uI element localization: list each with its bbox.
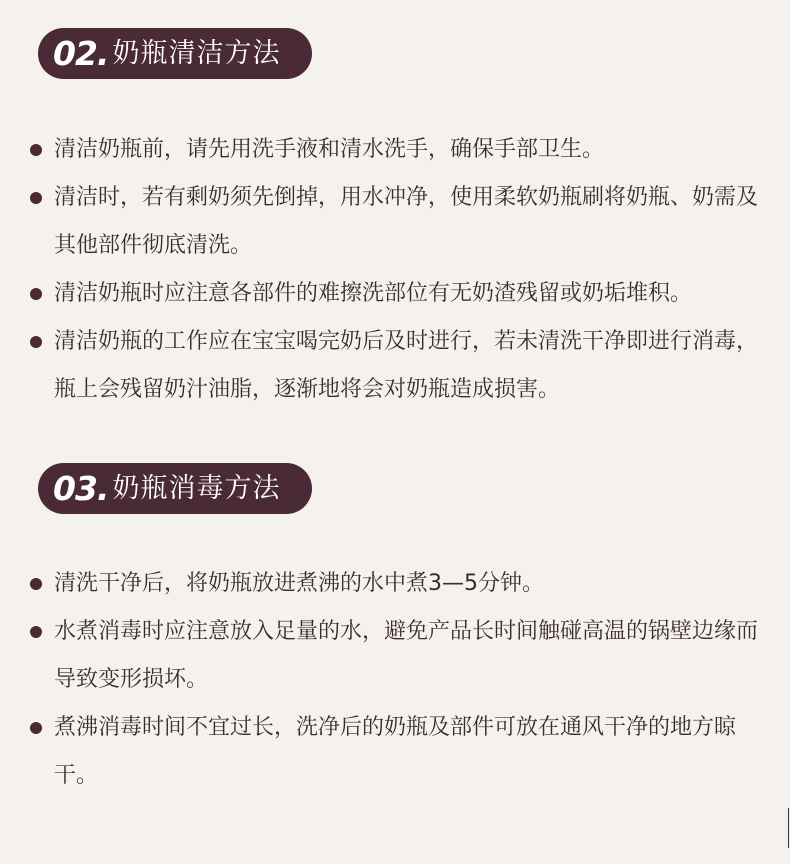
list-item xyxy=(0,126,790,174)
edge-divider xyxy=(788,808,789,848)
bullet-list xyxy=(0,560,790,800)
section-heading-pill xyxy=(38,463,312,514)
list-item-text: 清洁时，若有剩奶须先倒掉，用水冲净，使用柔软奶瓶刷将奶瓶、奶需及其他部件彻底清洗。 xyxy=(54,185,759,258)
list-item xyxy=(0,560,790,608)
bullet-dot-icon xyxy=(30,192,42,204)
bullet-list xyxy=(0,126,790,414)
section-heading-pill xyxy=(38,28,312,79)
list-item xyxy=(0,174,790,270)
list-item xyxy=(0,608,790,704)
bullet-dot-icon xyxy=(30,578,42,590)
section-title: 奶瓶清洁方法 xyxy=(112,38,281,69)
section-number: 03. xyxy=(53,469,109,508)
list-item-text: 水煮消毒时应注意放入足量的水，避免产品长时间触碰高温的锅壁边缘而导致变形损坏。 xyxy=(54,619,759,692)
bullet-dot-icon xyxy=(30,288,42,300)
bullet-dot-icon xyxy=(30,144,42,156)
list-item-text: 清洁奶瓶的工作应在宝宝喝完奶后及时进行，若未清洗干净即进行消毒，瓶上会残留奶汁油脂，逐渐地将会对奶瓶造成损害。 xyxy=(54,329,759,402)
section-number: 02. xyxy=(53,34,109,73)
bullet-dot-icon xyxy=(30,336,42,348)
list-item xyxy=(0,704,790,800)
section-title: 奶瓶消毒方法 xyxy=(112,473,281,504)
list-item-text: 清洁奶瓶时应注意各部件的难擦洗部位有无奶渣残留或奶垢堆积。 xyxy=(54,281,693,306)
list-item xyxy=(0,270,790,318)
list-item-text: 煮沸消毒时间不宜过长，洗净后的奶瓶及部件可放在通风干净的地方晾干。 xyxy=(54,715,737,788)
list-item xyxy=(0,318,790,414)
bullet-dot-icon xyxy=(30,626,42,638)
list-item-text: 清洗干净后，将奶瓶放进煮沸的水中煮3—5分钟。 xyxy=(54,571,544,596)
bullet-dot-icon xyxy=(30,722,42,734)
list-item-text: 清洁奶瓶前，请先用洗手液和清水洗手，确保手部卫生。 xyxy=(54,137,605,162)
